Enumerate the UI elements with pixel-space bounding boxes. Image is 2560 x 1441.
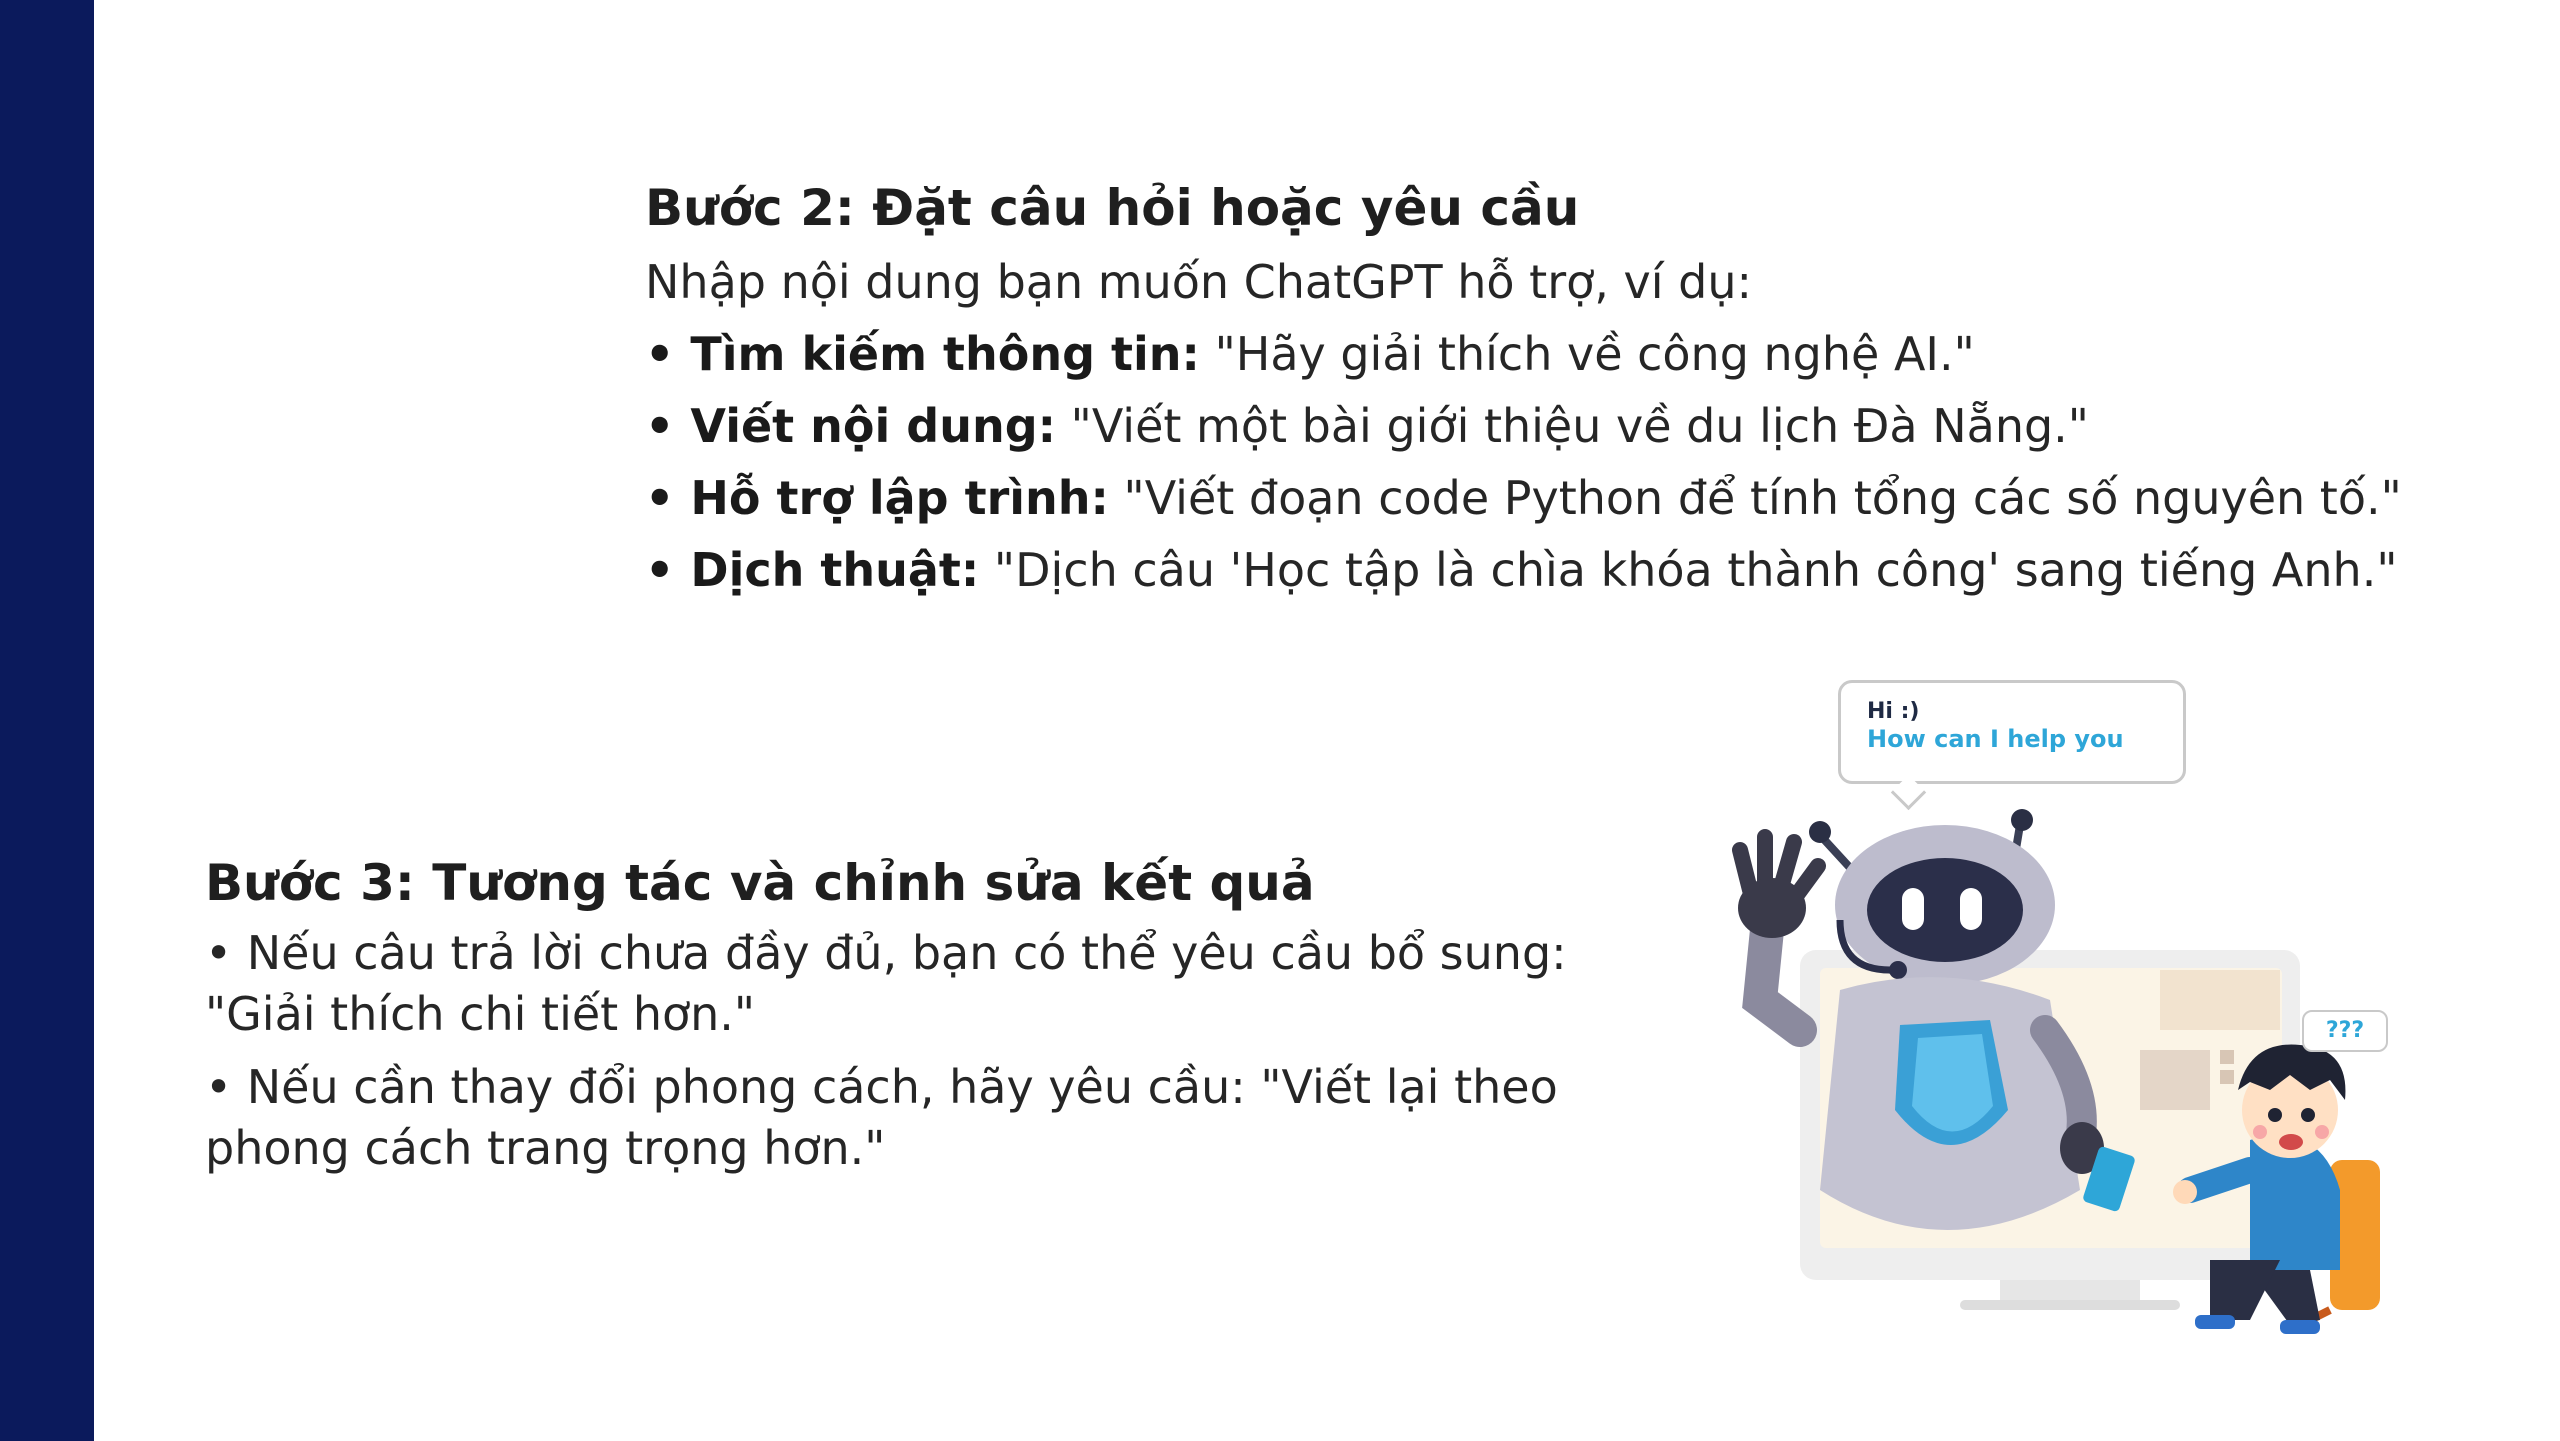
step-2-intro: Nhập nội dung bạn muốn ChatGPT hỗ trợ, ví dụ: <box>645 255 1752 309</box>
list-item <box>645 462 2445 534</box>
item-text: "Dịch câu 'Học tập là chìa khóa thành công' sang tiếng Anh." <box>979 543 2398 597</box>
list-item <box>645 318 2445 390</box>
step-2-section <box>645 170 2445 606</box>
left-side-bar <box>0 0 94 1441</box>
greeting-line-2: How can I help you <box>1867 725 2124 753</box>
step-3-item: • Nếu cần thay đổi phong cách, hãy yêu cầu: "Viết lại theo phong cách trang trọng hơn." <box>205 1060 1558 1175</box>
step-3-item: • Nếu câu trả lời chưa đầy đủ, bạn có thể yêu cầu bổ sung: "Giải thích chi tiết hơn." <box>205 926 1567 1041</box>
step-3-section <box>205 845 1645 1191</box>
item-label: • Tìm kiếm thông tin: <box>645 327 1200 381</box>
step-2-heading: Bước 2: Đặt câu hỏi hoặc yêu cầu <box>645 179 1580 237</box>
list-item <box>645 390 2445 462</box>
item-label: • Dịch thuật: <box>645 543 980 597</box>
item-label: • Viết nội dung: <box>645 399 1057 453</box>
greeting-speech-bubble <box>1838 680 2186 784</box>
item-label: • Hỗ trợ lập trình: <box>645 471 1109 525</box>
robot-illustration <box>1690 670 2430 1340</box>
greeting-line-1: Hi :) <box>1867 699 1920 724</box>
step-3-heading: Bước 3: Tương tác và chỉnh sửa kết quả <box>205 854 1315 912</box>
list-item <box>645 534 2445 606</box>
question-speech-bubble: ??? <box>2302 1010 2388 1052</box>
item-text: "Hãy giải thích về công nghệ AI." <box>1199 327 1975 381</box>
item-text: "Viết đoạn code Python để tính tổng các số nguyên tố." <box>1108 471 2402 525</box>
item-text: "Viết một bài giới thiệu về du lịch Đà Nẵng." <box>1056 399 2089 453</box>
